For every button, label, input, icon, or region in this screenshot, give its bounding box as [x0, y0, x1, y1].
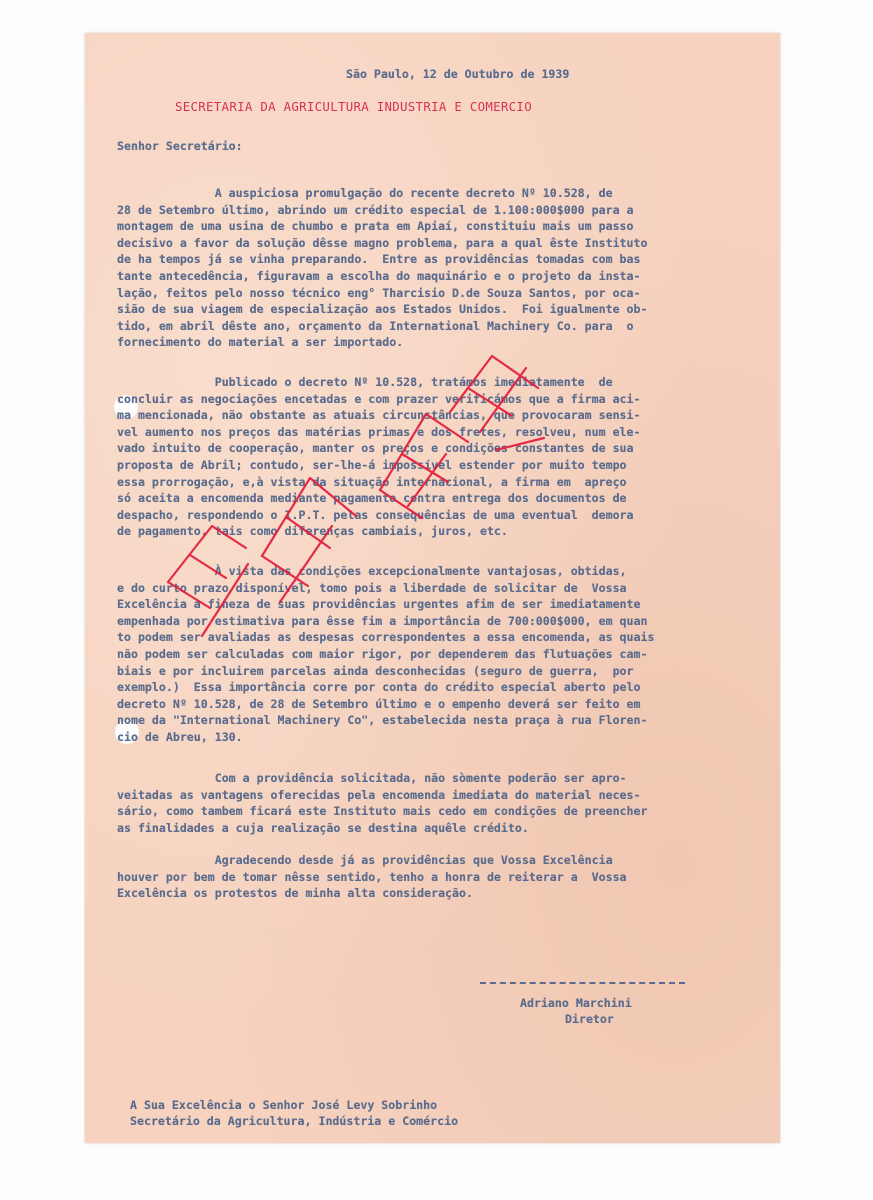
addressee-line: A Sua Excelência o Senhor José Levy Sobrinho	[130, 1098, 438, 1112]
addressee-line: Secretário da Agricultura, Indústria e Comércio	[130, 1114, 459, 1128]
body-paragraph: À vista das condições excepcionalmente vantajosas, obtidas, e do curto prazo disponível, tomo pois a liberdade de solicitar de Vossa Excelência a fineza de suas providências urgentes afim de ser imediatamente empenhada por estimativa para êsse fim a importância de 700:000$000, em quan to podem ser avaliadas as despesas correspondentes a essa encomenda, as quais não podem ser calculadas com maior rigor, por dependerem das flutuações cam- biais e por incluirem parcelas ainda desconhecidas (seguro de guerra, por exemplo.) Essa importância corre por conta do crédito especial aberto pelo decreto Nº 10.528, de 28 de Setembro último e o empenho deverá ser feito em nome da "International Machinery Co", estabelecida nesta praça à rua Floren- cio de Abreu, 130.	[117, 564, 655, 744]
body-paragraph: A auspiciosa promulgação do recente decreto Nº 10.528, de 28 de Setembro último, abrindo um crédito especial de 1.100:000$000 para a montagem de uma usina de chumbo e prata em Apiaí, constituiu mais um passo decisivo a favor da solução dêsse magno problema, para a qual êste Instituto de ha tempos já se vinha preparando. Entre as providências tomadas com bas tante antecedência, figuravam a escolha do maquinário e o projeto da insta- lação, feitos pelo nosso técnico eng° Tharcisio D.de Souza Santos, por oca- sião de sua viagem de especialização aos Estados Unidos. Foi igualmente ob- tido, em abril dêste ano, orçamento da International Machinery Co. para o fornecimento do material a ser importado.	[117, 186, 648, 350]
body-paragraph: Com a providência solicitada, não sòmente poderão ser apro- veitadas as vantagens oferecidas pela encomenda imediata do material neces- sário, como tambem ficará este Instituto mais cedo em condições de preencher as finalidades a cuja realização se destina aquêle crédito.	[117, 771, 648, 835]
signatory-name: Adriano Marchini	[520, 996, 632, 1010]
salutation: Senhor Secretário:	[117, 139, 243, 153]
body-paragraph: Agradecendo desde já as providências que Vossa Excelência houver por bem de tomar nêsse sentido, tenho a honra de reiterar a Vossa Excelência os protestos de minha alta consideração.	[117, 853, 627, 901]
body-paragraph: Publicado o decreto Nº 10.528, tratámos imediatamente de concluir as negociações encetadas e com prazer verificámos que a firma aci- ma mencionada, não obstante as atuais circunstâncias, que provocaram sensi- vel aumento nos preços das matérias primas e dos fretes, resolveu, num ele- vado intuito de cooperação, manter os preços e condições constantes de sua proposta de Abril; contudo, ser-lhe-á impossível estender por muito tempo essa prorrogação, e,à vista da situação internacional, a firma em apreço só aceita a encomenda mediante pagamento contra entrega dos documentos de despacho, respondendo o I.P.T. pelas consequências de uma eventual demora de pagamento, tais como diferenças cambiais, juros, etc.	[117, 375, 641, 539]
letterhead: SECRETARIA DA AGRICULTURA INDUSTRIA E COMERCIO	[175, 99, 532, 114]
signatory-title: Diretor	[565, 1012, 614, 1026]
date-line: São Paulo, 12 de Outubro de 1939	[346, 67, 570, 81]
signature-line	[480, 982, 685, 984]
